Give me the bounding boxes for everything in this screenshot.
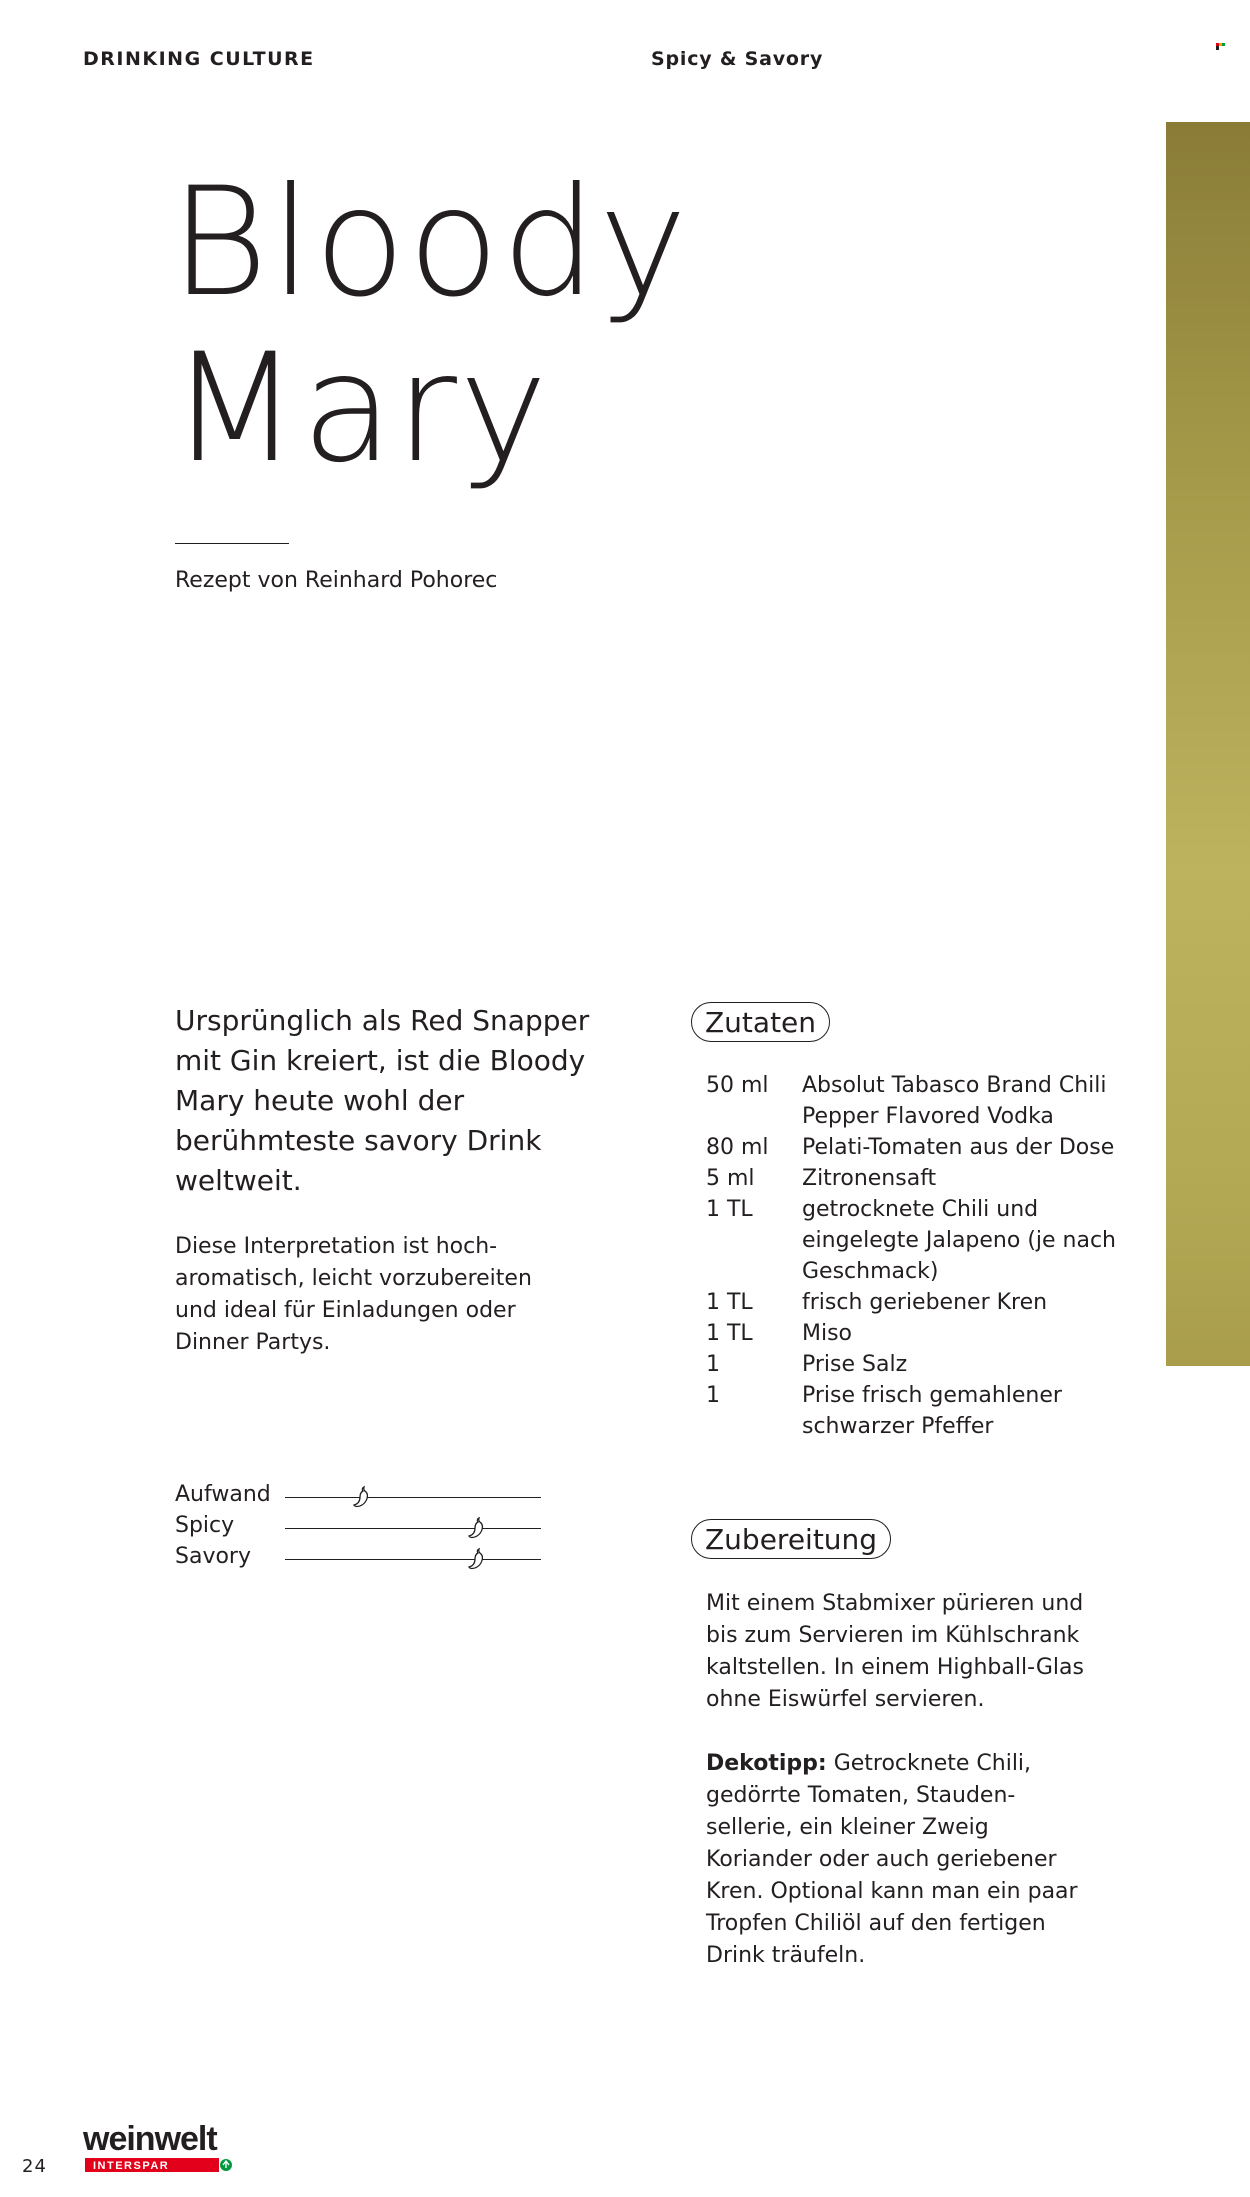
page-number: 24 [22,2156,47,2177]
ingredient-row [706,1194,1136,1287]
rating-track [285,1559,541,1560]
ingredient-quantity: 1 [706,1383,720,1408]
rating-track [285,1497,541,1498]
ingredients-list [706,1070,1136,1442]
ingredient-quantity: 1 TL [706,1321,753,1346]
ingredient-row [706,1132,1136,1163]
ingredient-name: Pelati-Tomaten aus der Dose [802,1135,1115,1160]
ingredients-heading: Zutaten [691,1002,830,1042]
ingredient-quantity: 1 TL [706,1197,753,1222]
rating-track [285,1528,541,1529]
ingredient-row [706,1287,1136,1318]
ingredient-quantity: 50 ml [706,1073,769,1098]
category-label: Spicy & Savory [651,48,824,70]
olive-color-band [1166,122,1250,1366]
preparation-text [706,1588,1086,1972]
rating-label: Spicy [175,1513,235,1538]
recipe-author: Rezept von Reinhard Pohorec [175,568,498,593]
preparation-heading: Zubereitung [691,1519,891,1559]
page-title [170,156,690,496]
ingredient-name: Zitronensaft [802,1166,937,1191]
chili-pepper-icon [466,1546,488,1572]
rating-row [175,1479,555,1510]
ingredient-name: Prise Salz [802,1352,908,1377]
logo-subtext: INTERSPAR [93,2160,170,2172]
decoration-tip-label: Dekotipp: [706,1751,827,1776]
ingredient-name: frisch geriebener Kren [802,1290,1048,1315]
chili-pepper-icon [466,1515,488,1541]
ingredient-row [706,1163,1136,1194]
rating-row [175,1541,555,1572]
rating-row [175,1510,555,1541]
ingredient-name: Absolut Tabasco Brand Chili Pepper Flavored Vodka [802,1073,1107,1129]
ingredient-name: Miso [802,1321,853,1346]
description-paragraph: Diese Interpretation ist hoch-aromatisch, leicht vorzubereiten und ideal für Einladungen oder Dinner Partys. [175,1234,532,1355]
section-label: DRINKING CULTURE [83,48,315,70]
decoration-tip-text: Getrocknete Chili, gedörrte Tomaten, Stauden-sellerie, ein kleiner Zweig Koriander oder auch geriebener Kren. Optional kann man ein paar Tropfen Chiliöl auf den fertigen Drink träufeln. [706,1751,1078,1968]
logo-wordmark: weinwelt [83,2120,217,2158]
ingredient-name: Prise frisch gemahlener schwarzer Pfeffer [802,1383,1062,1439]
chili-pepper-icon [351,1484,373,1510]
ingredient-row [706,1349,1136,1380]
lead-paragraph: Ursprünglich als Red Snapper mit Gin kreiert, ist die Bloody Mary heute wohl der berühmteste savory Drink weltweit. [175,1004,590,1197]
ingredient-name: getrocknete Chili und eingelegte Jalapeno (je nach Geschmack) [802,1197,1117,1284]
ingredient-row [706,1318,1136,1349]
rating-label: Savory [175,1544,251,1569]
weinwelt-interspar-logo [83,2120,235,2176]
title-line-1: Bloody [170,156,690,330]
ingredient-row [706,1070,1136,1132]
ingredient-quantity: 80 ml [706,1135,769,1160]
ingredient-quantity: 1 [706,1352,720,1377]
ingredient-quantity: 5 ml [706,1166,755,1191]
decoration-tip [706,1748,1086,1972]
rating-scales [175,1479,555,1572]
title-divider [175,543,289,544]
color-mark-icon [1216,43,1225,50]
rating-label: Aufwand [175,1482,271,1507]
preparation-steps: Mit einem Stabmixer pürieren und bis zum Servieren im Kühlschrank kaltstellen. In einem Highball-Glas ohne Eiswürfel servieren. [706,1591,1084,1712]
ingredient-row [706,1380,1136,1442]
ingredient-quantity: 1 TL [706,1290,753,1315]
title-line-2: Mary [170,322,550,496]
